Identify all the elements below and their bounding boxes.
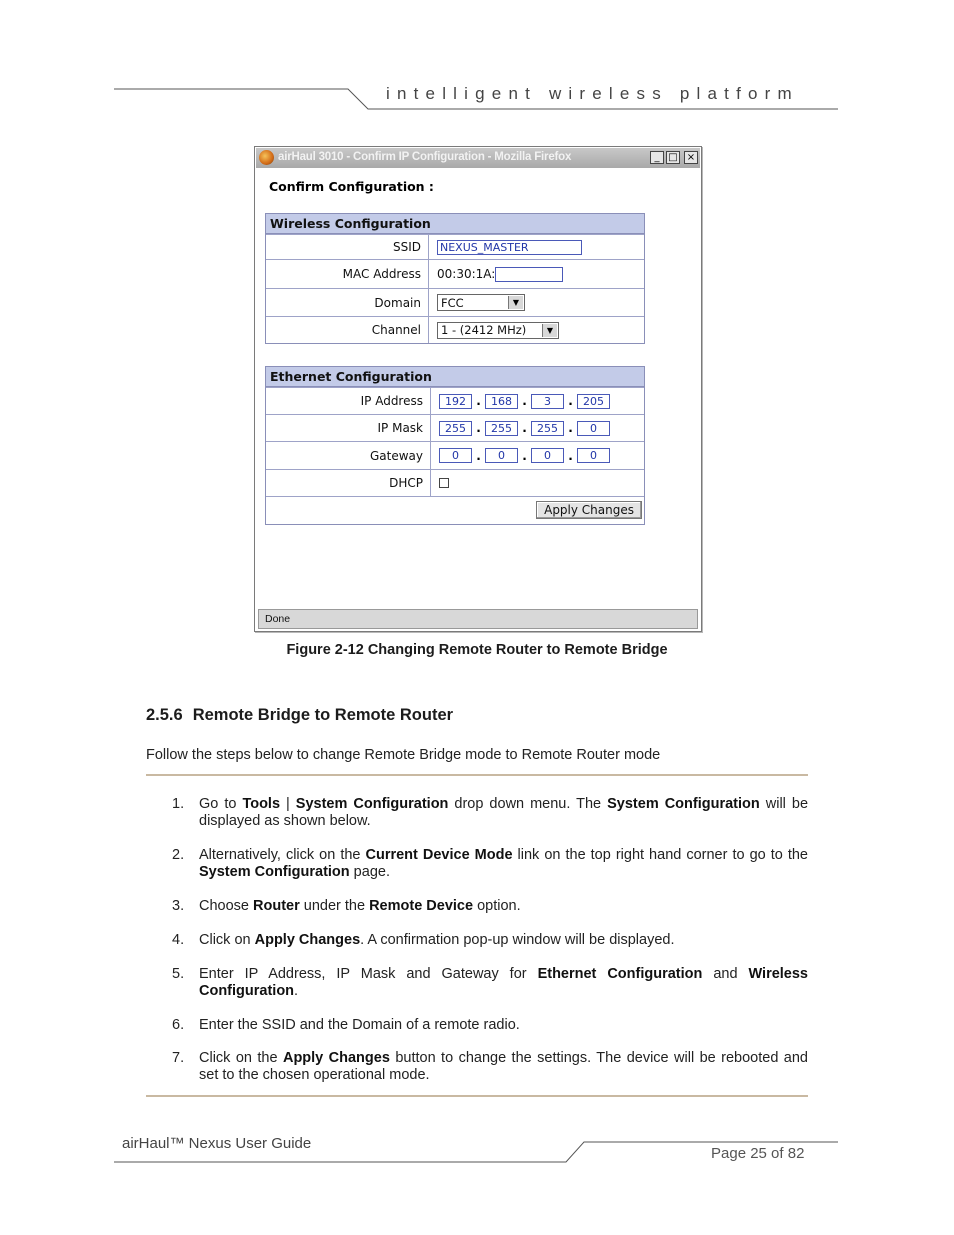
step-run: drop down menu. The (448, 796, 608, 812)
wireless-config-title: Wireless Configuration (266, 214, 644, 234)
minimize-button[interactable]: _ (650, 151, 664, 164)
gateway-octet-2[interactable]: 0 (485, 448, 518, 463)
step-number: 2. (172, 847, 185, 863)
step-number: 6. (172, 1017, 185, 1033)
ip-octet-2[interactable]: 168 (485, 394, 518, 409)
section-title: Remote Bridge to Remote Router (192, 706, 454, 724)
chevron-down-icon: ▼ (542, 324, 557, 337)
step-run: Alternatively, click on the (199, 847, 366, 863)
gateway-octet-1[interactable]: 0 (439, 448, 472, 463)
step-emphasis: Tools (242, 796, 281, 812)
step-run: link on the top right hand corner to go to the (512, 847, 808, 863)
step-number: 5. (172, 966, 185, 982)
step-number: 3. (172, 898, 185, 914)
section-number: 2.5.6 (146, 706, 183, 724)
mask-octet-2[interactable]: 255 (485, 421, 518, 436)
gateway-row (266, 441, 644, 469)
step-run: Click on the (199, 1050, 283, 1066)
apply-row (266, 496, 644, 524)
domain-value: FCC (441, 295, 464, 310)
section-intro: Follow the steps below to change Remote Bridge mode to Remote Router mode (146, 747, 661, 763)
ssid-label: SSID (266, 235, 429, 259)
step-run: and (702, 966, 749, 982)
top-divider (146, 774, 808, 776)
gateway-octet-4[interactable]: 0 (577, 448, 610, 463)
channel-value: 1 - (2412 MHz) (441, 323, 527, 337)
dot-separator: . (522, 394, 527, 408)
dot-separator: . (522, 421, 527, 435)
domain-select[interactable] (437, 294, 525, 311)
header-tagline: intelligent wireless platform (386, 84, 799, 103)
step-run: Enter the SSID and the Domain of a remote radio. (199, 1017, 520, 1033)
gateway-label: Gateway (266, 442, 431, 469)
step-emphasis: System Configuration (295, 796, 449, 812)
step-emphasis: Remote Device (369, 898, 474, 914)
close-button[interactable]: × (684, 151, 698, 164)
mac-input[interactable] (495, 267, 563, 282)
browser-status-bar: Done (258, 609, 698, 629)
dot-separator: . (568, 448, 573, 463)
step-run: . (294, 983, 299, 999)
section-heading (146, 706, 453, 725)
confirm-heading: Confirm Configuration : (269, 179, 434, 194)
step-emphasis: System Configuration (199, 864, 350, 880)
apply-changes-button[interactable]: Apply Changes (536, 501, 642, 519)
ethernet-config-section (265, 366, 645, 525)
dot-separator: . (476, 448, 481, 463)
channel-row (266, 316, 644, 343)
step-number: 1. (172, 796, 185, 812)
step-emphasis: Ethernet Configuration (537, 966, 703, 982)
step-emphasis: Apply Changes (254, 932, 361, 948)
step-run: . A confirmation pop-up window will be displayed. (360, 932, 675, 948)
step-text (199, 796, 808, 830)
step-emphasis: Router (253, 898, 300, 914)
ip-label: IP Address (266, 388, 431, 414)
dot-separator: . (568, 394, 573, 408)
step-number: 7. (172, 1050, 185, 1066)
step-text (199, 1017, 808, 1034)
channel-select[interactable] (437, 322, 559, 339)
step-run: | (280, 796, 296, 812)
wireless-config-section (265, 213, 645, 344)
step-run: Go to (199, 796, 243, 812)
step-text (199, 1050, 808, 1084)
window-titlebar (256, 148, 700, 168)
gateway-octet-3[interactable]: 0 (531, 448, 564, 463)
step-emphasis: Apply Changes (282, 1050, 390, 1066)
ip-octet-3[interactable]: 3 (531, 394, 564, 409)
dot-separator: . (568, 421, 573, 435)
step-number: 4. (172, 932, 185, 948)
step-emphasis: Wireless Configuration (199, 966, 808, 999)
step-text (199, 847, 808, 881)
step-run: Click on (199, 932, 255, 948)
step-text (199, 898, 808, 915)
ip-row (266, 387, 644, 414)
bottom-divider (146, 1095, 808, 1097)
mask-row (266, 414, 644, 441)
step-emphasis: Current Device Mode (365, 847, 513, 863)
step-text (199, 932, 808, 949)
mask-octet-4[interactable]: 0 (577, 421, 610, 436)
mask-octet-3[interactable]: 255 (531, 421, 564, 436)
mask-label: IP Mask (266, 415, 431, 441)
firefox-icon (259, 150, 274, 165)
step-run: option. (473, 898, 521, 914)
dhcp-label: DHCP (266, 470, 431, 496)
figure-caption: Figure 2-12 Changing Remote Router to Remote Bridge (286, 642, 668, 658)
window-title: airHaul 3010 - Confirm IP Configuration - Mozilla Firefox (278, 151, 572, 163)
mac-row (266, 259, 644, 288)
step-run: Enter IP Address, IP Mask and Gateway for (199, 966, 538, 982)
ethernet-config-title: Ethernet Configuration (266, 367, 644, 387)
step-run: under the (299, 898, 370, 914)
chevron-down-icon: ▼ (508, 296, 523, 309)
dot-separator: . (522, 448, 527, 463)
domain-row (266, 288, 644, 316)
step-run: page. (349, 864, 390, 880)
step-emphasis: System Configuration (607, 796, 760, 812)
dot-separator: . (476, 394, 481, 408)
footer-title: airHaul™ Nexus User Guide (122, 1135, 312, 1152)
maximize-button[interactable]: □ (666, 151, 680, 164)
ip-octet-1[interactable]: 192 (439, 394, 472, 409)
mask-octet-1[interactable]: 255 (439, 421, 472, 436)
channel-label: Channel (266, 317, 429, 343)
footer-page-number: Page 25 of 82 (711, 1145, 805, 1162)
step-run: button to change the settings. The device will be rebooted and set to the chosen operational mode. (199, 1050, 808, 1083)
ssid-input[interactable]: NEXUS_MASTER (437, 240, 582, 255)
ssid-row (266, 234, 644, 259)
mac-prefix: 00:30:1A: (437, 267, 496, 281)
step-text (199, 966, 808, 1000)
dot-separator: . (476, 421, 481, 435)
dhcp-row (266, 469, 644, 496)
ip-octet-4[interactable]: 205 (577, 394, 610, 409)
step-run: Choose (199, 898, 254, 914)
domain-label: Domain (266, 289, 429, 316)
confirm-config-window (254, 146, 702, 632)
step-run: will be displayed as shown below. (199, 796, 809, 829)
dhcp-checkbox[interactable] (439, 478, 449, 488)
mac-label: MAC Address (266, 260, 429, 288)
